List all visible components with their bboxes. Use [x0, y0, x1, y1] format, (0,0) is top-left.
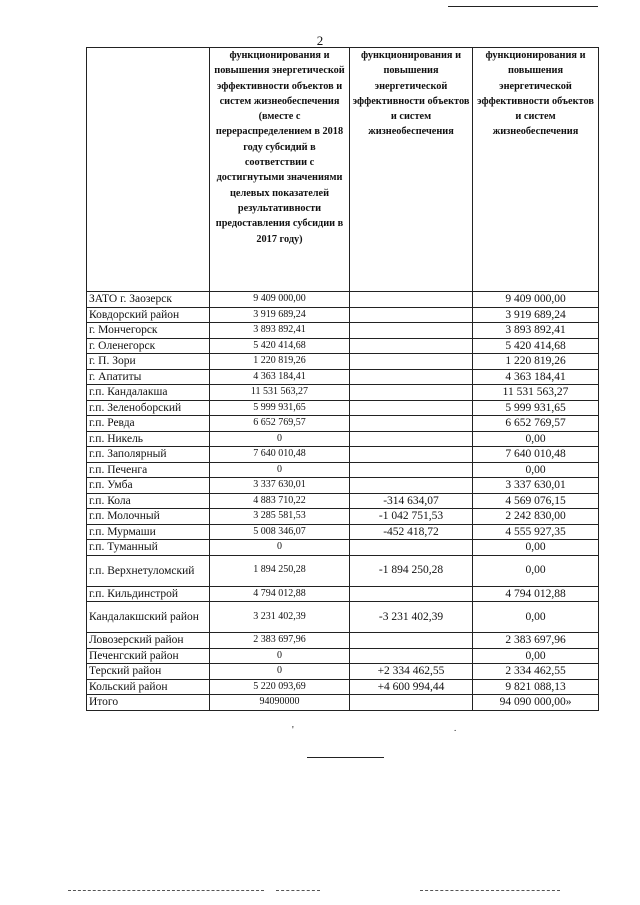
- cell-final: 2 334 462,55: [473, 664, 599, 680]
- cell-original: 4 363 184,41: [210, 369, 350, 385]
- header-cell-original: функционирования и повышения энергетической эффективности объектов и систем жизнеобеспечения (вместе с перераспределением в 2018 году субсидий в соответствии с достигнутыми значениями целевых показателей результативности предоставления субсидии в 2017 году): [210, 48, 350, 292]
- cell-municipality: г.п. Кола: [87, 493, 210, 509]
- header-cell-change: функционирования и повышения энергетической эффективности объектов и систем жизнеобеспечения: [350, 48, 473, 292]
- cell-change: -1 042 751,53: [350, 509, 473, 525]
- footer-rule: [420, 890, 560, 891]
- cell-final: 7 640 010,48: [473, 447, 599, 463]
- table-row: [87, 509, 599, 525]
- table-row: [87, 431, 599, 447]
- cell-final: 3 337 630,01: [473, 478, 599, 494]
- table-row: [87, 478, 599, 494]
- cell-municipality: г.п. Кильдинстрой: [87, 586, 210, 602]
- cell-change: -314 634,07: [350, 493, 473, 509]
- cell-original: 0: [210, 664, 350, 680]
- table-row: [87, 447, 599, 463]
- table-row: [87, 679, 599, 695]
- cell-original: 5 008 346,07: [210, 524, 350, 540]
- table-total-row: [87, 695, 599, 711]
- cell-original: 5 999 931,65: [210, 400, 350, 416]
- cell-final: 94 090 000,00»: [473, 695, 599, 711]
- header-cell-final: функционирования и повышения энергетической эффективности объектов и систем жизнеобеспечения: [473, 48, 599, 292]
- cell-original: 3 337 630,01: [210, 478, 350, 494]
- subsidy-table: [86, 47, 599, 711]
- cell-municipality: г.п. Умба: [87, 478, 210, 494]
- cell-change: -452 418,72: [350, 524, 473, 540]
- cell-municipality: Итого: [87, 695, 210, 711]
- cell-original: 6 652 769,57: [210, 416, 350, 432]
- table-row: [87, 493, 599, 509]
- cell-municipality: Терский район: [87, 664, 210, 680]
- cell-final: 0,00: [473, 648, 599, 664]
- scan-speck: .: [454, 723, 457, 733]
- table-row: [87, 633, 599, 649]
- cell-municipality: г. Мончегорск: [87, 323, 210, 339]
- cell-original: 1 220 819,26: [210, 354, 350, 370]
- scan-speck: ': [292, 725, 294, 736]
- cell-original: 3 919 689,24: [210, 307, 350, 323]
- cell-municipality: г.п. Мурмаши: [87, 524, 210, 540]
- cell-final: 0,00: [473, 540, 599, 556]
- header-cell-municipality: [87, 48, 210, 292]
- cell-original: 5 420 414,68: [210, 338, 350, 354]
- cell-change: +2 334 462,55: [350, 664, 473, 680]
- cell-original: 5 220 093,69: [210, 679, 350, 695]
- cell-final: 0,00: [473, 555, 599, 586]
- cell-final: 11 531 563,27: [473, 385, 599, 401]
- cell-municipality: Кандалакшский район: [87, 602, 210, 633]
- cell-change: [350, 633, 473, 649]
- cell-original: 11 531 563,27: [210, 385, 350, 401]
- table-row: [87, 292, 599, 308]
- cell-change: [350, 540, 473, 556]
- cell-change: [350, 369, 473, 385]
- cell-original: 0: [210, 648, 350, 664]
- table-header-row: [87, 48, 599, 292]
- cell-change: [350, 431, 473, 447]
- cell-change: -3 231 402,39: [350, 602, 473, 633]
- footer-rule: [68, 890, 264, 891]
- cell-original: 3 893 892,41: [210, 323, 350, 339]
- top-rule: [448, 6, 598, 7]
- table-row: [87, 602, 599, 633]
- cell-change: [350, 338, 473, 354]
- cell-municipality: Ловозерский район: [87, 633, 210, 649]
- table-row: [87, 540, 599, 556]
- cell-change: [350, 447, 473, 463]
- table-row: [87, 648, 599, 664]
- cell-final: 3 919 689,24: [473, 307, 599, 323]
- cell-final: 9 821 088,13: [473, 679, 599, 695]
- cell-original: 0: [210, 540, 350, 556]
- footer-rule: [276, 890, 320, 891]
- cell-municipality: г.п. Кандалакша: [87, 385, 210, 401]
- table-row: [87, 462, 599, 478]
- cell-original: 7 640 010,48: [210, 447, 350, 463]
- cell-change: [350, 648, 473, 664]
- cell-final: 2 383 697,96: [473, 633, 599, 649]
- cell-change: [350, 307, 473, 323]
- table-row: [87, 416, 599, 432]
- table-row: [87, 524, 599, 540]
- cell-municipality: Кольский район: [87, 679, 210, 695]
- cell-final: 2 242 830,00: [473, 509, 599, 525]
- cell-municipality: г. Оленегорск: [87, 338, 210, 354]
- cell-municipality: г. П. Зори: [87, 354, 210, 370]
- table-row: [87, 354, 599, 370]
- cell-final: 0,00: [473, 602, 599, 633]
- table-row: [87, 555, 599, 586]
- cell-change: [350, 354, 473, 370]
- cell-change: [350, 292, 473, 308]
- cell-original: 1 894 250,28: [210, 555, 350, 586]
- cell-final: 9 409 000,00: [473, 292, 599, 308]
- table-row: [87, 586, 599, 602]
- cell-municipality: г.п. Зеленоборский: [87, 400, 210, 416]
- cell-change: [350, 462, 473, 478]
- cell-final: 3 893 892,41: [473, 323, 599, 339]
- cell-original: 0: [210, 462, 350, 478]
- cell-final: 4 569 076,15: [473, 493, 599, 509]
- cell-final: 0,00: [473, 462, 599, 478]
- cell-original: 0: [210, 431, 350, 447]
- cell-change: [350, 586, 473, 602]
- cell-municipality: г.п. Никель: [87, 431, 210, 447]
- table-row: [87, 369, 599, 385]
- cell-change: [350, 416, 473, 432]
- cell-final: 5 420 414,68: [473, 338, 599, 354]
- cell-change: [350, 478, 473, 494]
- cell-change: +4 600 994,44: [350, 679, 473, 695]
- cell-municipality: ЗАТО г. Заозерск: [87, 292, 210, 308]
- cell-final: 0,00: [473, 431, 599, 447]
- cell-original: 94090000: [210, 695, 350, 711]
- table-row: [87, 338, 599, 354]
- cell-municipality: Ковдорский район: [87, 307, 210, 323]
- cell-final: 1 220 819,26: [473, 354, 599, 370]
- cell-original: 9 409 000,00: [210, 292, 350, 308]
- cell-final: 5 999 931,65: [473, 400, 599, 416]
- cell-final: 4 555 927,35: [473, 524, 599, 540]
- cell-municipality: г.п. Ревда: [87, 416, 210, 432]
- cell-change: [350, 323, 473, 339]
- cell-original: 3 231 402,39: [210, 602, 350, 633]
- cell-change: -1 894 250,28: [350, 555, 473, 586]
- cell-change: [350, 400, 473, 416]
- cell-final: 4 363 184,41: [473, 369, 599, 385]
- closing-rule: [307, 757, 384, 758]
- cell-municipality: Печенгский район: [87, 648, 210, 664]
- table-row: [87, 307, 599, 323]
- page-number: 2: [316, 33, 324, 48]
- cell-original: 2 383 697,96: [210, 633, 350, 649]
- cell-municipality: г. Апатиты: [87, 369, 210, 385]
- table-row: [87, 664, 599, 680]
- cell-municipality: г.п. Молочный: [87, 509, 210, 525]
- table-row: [87, 400, 599, 416]
- cell-municipality: г.п. Печенга: [87, 462, 210, 478]
- cell-original: 4 883 710,22: [210, 493, 350, 509]
- cell-municipality: г.п. Туманный: [87, 540, 210, 556]
- cell-change: [350, 695, 473, 711]
- table-row: [87, 385, 599, 401]
- cell-original: 3 285 581,53: [210, 509, 350, 525]
- cell-change: [350, 385, 473, 401]
- cell-original: 4 794 012,88: [210, 586, 350, 602]
- cell-final: 4 794 012,88: [473, 586, 599, 602]
- cell-municipality: г.п. Верхнетуломский: [87, 555, 210, 586]
- cell-municipality: г.п. Заполярный: [87, 447, 210, 463]
- cell-final: 6 652 769,57: [473, 416, 599, 432]
- table-row: [87, 323, 599, 339]
